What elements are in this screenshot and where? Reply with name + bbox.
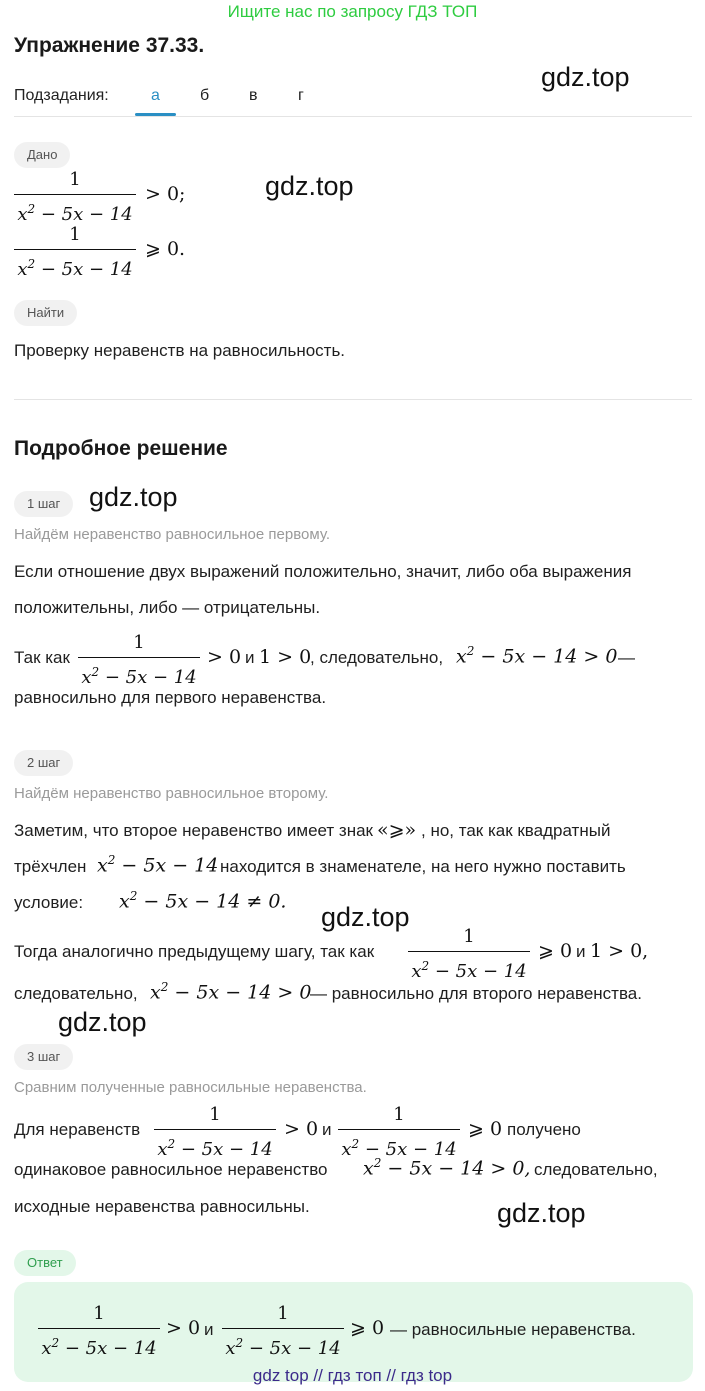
watermark: gdz.top	[265, 171, 354, 201]
answer-fraction-1: 1 $x^2 - 5x - 14$	[38, 1302, 160, 1361]
step-2-ge-sign: «⩾»	[377, 819, 417, 841]
section-divider	[14, 399, 692, 400]
watermark: gdz.top	[58, 1007, 147, 1037]
given-fraction-2: 1 $x^2 - 5x - 14$	[14, 223, 136, 282]
step-1-poly: $x^2 - 5x - 14 > 0$	[456, 644, 618, 668]
step-2-and: и	[576, 942, 586, 961]
step-3-fraction-1: 1 $x^2 - 5x - 14$	[154, 1103, 276, 1162]
tab-g[interactable]: г	[298, 87, 304, 104]
step-2-hint: Найдём неравенство равносильное второму.	[14, 785, 329, 802]
answer-gt0: > 0	[166, 1317, 201, 1339]
step-3-l1a: Для неравенств	[14, 1120, 141, 1139]
step-1-line-4: равносильно для первого неравенства.	[14, 688, 327, 707]
footer-links: gdz top // гдз топ // гдз top	[252, 1366, 453, 1385]
step-2-l5b: — равносильно для второго неравенства.	[310, 984, 642, 1003]
exercise-title: Упражнение 37.33.	[14, 34, 205, 57]
step-1-hint: Найдём неравенство равносильное первому.	[14, 526, 331, 543]
step-3-l3: исходные неравенства равносильны.	[14, 1197, 310, 1216]
tab-a[interactable]: а	[151, 87, 160, 104]
step-1-one-gt0: 1 > 0	[259, 646, 312, 668]
step-3-chip: 3 шаг	[14, 1044, 73, 1070]
step-1-line-2: положительны, либо — отрицательны.	[14, 598, 321, 617]
answer-and: и	[204, 1320, 214, 1339]
watermark: gdz.top	[89, 482, 178, 512]
step-3-gt0: > 0	[284, 1118, 319, 1140]
find-chip: Найти	[14, 300, 77, 326]
tab-b[interactable]: б	[200, 87, 210, 104]
given-chip: Дано	[14, 142, 70, 168]
step-2-l3a: условие:	[14, 893, 84, 912]
given-relation-1: > 0;	[145, 183, 186, 205]
step-2-ge0: ⩾ 0	[538, 940, 573, 962]
numerator: 1	[69, 169, 81, 190]
step-1-dash: —	[618, 648, 635, 667]
step-3-l2a: одинаковое равносильное неравенство	[14, 1160, 328, 1179]
step-1-chip: 1 шаг	[14, 491, 73, 517]
search-banner: Ищите нас по запросу ГДЗ ТОП	[227, 2, 478, 21]
step-3-hint: Сравним полученные равносильные неравенства.	[14, 1079, 367, 1096]
step-2-l2a: трёхчлен	[14, 857, 87, 876]
step-2-condition: $x^2 - 5x - 14 \ne 0$.	[119, 889, 287, 913]
watermark: gdz.top	[321, 902, 410, 932]
step-3-l2b: следовательно,	[534, 1160, 658, 1179]
find-text: Проверку неравенств на равносильность.	[14, 341, 346, 360]
step-3-fraction-2: 1 $x^2 - 5x - 14$	[338, 1103, 460, 1162]
tab-v[interactable]: в	[249, 87, 258, 104]
step-2-one-gt0: 1 > 0,	[590, 940, 649, 962]
step-1-line-1: Если отношение двух выражений положительно, значит, либо оба выражения	[14, 562, 632, 581]
answer-tail: — равносильные неравенства.	[390, 1320, 636, 1339]
step-2-l5a: следовательно,	[14, 984, 138, 1003]
step-2-l4a: Тогда аналогично предыдущему шагу, так как	[14, 942, 375, 961]
step-1-and: и	[245, 648, 255, 667]
subtasks-label: Подзадания:	[14, 87, 109, 104]
tabs-divider	[14, 116, 692, 117]
watermark: gdz.top	[497, 1198, 586, 1228]
step-2-l2b: находится в знаменателе, на него нужно поставить	[220, 857, 626, 876]
step-2-l1b: , но, так как квадратный	[421, 821, 611, 840]
step-3-ge0: ⩾ 0	[468, 1118, 503, 1140]
step-2-trinomial: $x^2 - 5x - 14$	[97, 853, 219, 877]
given-fraction-1	[14, 168, 136, 227]
step-1-gt0: > 0	[207, 646, 242, 668]
step-2-fraction: 1 $x^2 - 5x - 14$	[408, 925, 530, 984]
denominator: $x^2 - 5x - 14$	[17, 202, 133, 225]
step-3-l1b: получено	[507, 1120, 581, 1139]
solution-title: Подробное решение	[14, 437, 228, 460]
step-2-poly: $x^2 - 5x - 14 > 0$	[150, 980, 312, 1004]
step-2-l1a: Заметим, что второе неравенство имеет знак	[14, 821, 373, 840]
step-3-poly: $x^2 - 5x - 14 > 0$,	[363, 1156, 531, 1180]
step-1-so-as: Так как	[14, 648, 70, 667]
step-2-chip: 2 шаг	[14, 750, 73, 776]
answer-chip: Ответ	[14, 1250, 76, 1276]
step-1-fraction: 1 $x^2 - 5x - 14$	[78, 631, 200, 690]
step-1-hence: , следовательно,	[310, 648, 444, 667]
fraction-bar	[14, 194, 136, 195]
answer-fraction-2: 1 $x^2 - 5x - 14$	[222, 1302, 344, 1361]
step-3-and: и	[322, 1120, 332, 1139]
watermark: gdz.top	[541, 62, 630, 92]
given-relation-2: ⩾ 0.	[145, 238, 186, 260]
answer-ge0: ⩾ 0	[350, 1317, 385, 1339]
